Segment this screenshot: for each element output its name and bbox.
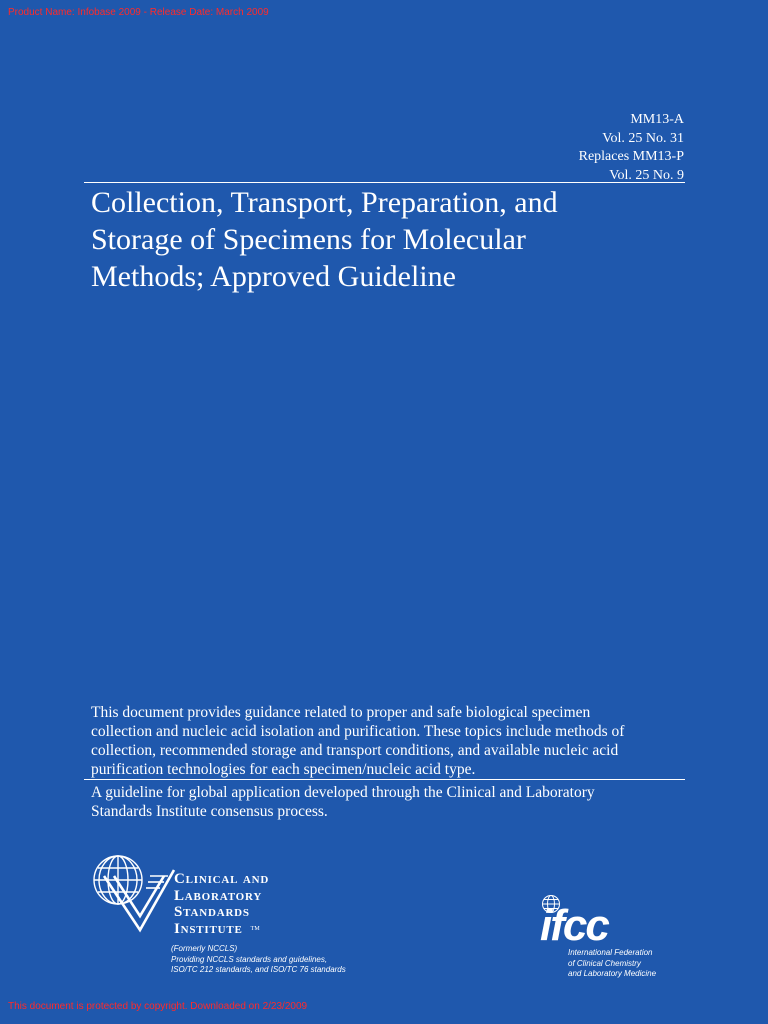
title-line-3: Methods; Approved Guideline <box>91 260 456 293</box>
title-line-2: Storage of Specimens for Molecular <box>91 223 526 256</box>
description-line-1: This document provides guidance related to proper and safe biological specimen <box>91 704 591 721</box>
top-divider <box>84 182 685 183</box>
middle-divider <box>84 779 685 780</box>
clsi-name-line-1: Clinical and <box>174 871 270 887</box>
clsi-tagline-line-2: Providing NCCLS standards and guidelines, <box>171 954 328 964</box>
clsi-name <box>174 871 269 937</box>
clsi-emblem-icon <box>90 852 176 934</box>
consensus-paragraph <box>91 783 691 821</box>
trademark-mark: TM <box>250 925 260 932</box>
consensus-line-2: Standards Institute consensus process. <box>91 803 328 820</box>
ifcc-tagline-line-3: and Laboratory Medicine <box>568 969 657 978</box>
clsi-name-institute: Institute <box>174 920 243 937</box>
code-line-2: Vol. 25 No. 31 <box>602 130 684 146</box>
description-line-4: purification technologies for each specimen/nucleic acid type. <box>91 761 476 778</box>
watermark-top: Product Name: Infobase 2009 - Release Date: March 2009 <box>8 7 269 18</box>
description-paragraph <box>91 703 691 779</box>
ifcc-tagline <box>568 948 656 980</box>
consensus-line-1: A guideline for global application developed through the Clinical and Laboratory <box>91 784 595 801</box>
watermark-bottom: This document is protected by copyright. Downloaded on 2/23/2009 <box>8 1001 308 1012</box>
clsi-name-line-3: Standards <box>174 904 250 920</box>
clsi-name-line-4 <box>174 921 269 938</box>
clsi-name-line-2: Laboratory <box>174 887 263 904</box>
clsi-tagline <box>171 944 346 976</box>
ifcc-tagline-line-2: of Clinical Chemistry <box>568 958 641 968</box>
clsi-tagline-line-3: ISO/TC 212 standards, and ISO/TC 76 standards <box>171 965 346 974</box>
description-line-3: collection, recommended storage and transport conditions, and available nucleic acid <box>91 742 619 759</box>
code-line-1: MM13-A <box>630 112 684 127</box>
document-codes <box>579 111 684 185</box>
description-line-2: collection and nucleic acid isolation and purification. These topics include methods of <box>91 723 625 740</box>
code-line-4: Vol. 25 No. 9 <box>609 167 684 183</box>
ifcc-logo-word: ifcc <box>540 901 608 950</box>
code-line-3: Replaces MM13-P <box>578 149 684 164</box>
ifcc-tagline-line-1: International Federation <box>568 948 653 957</box>
clsi-tagline-line-1: (Formerly NCCLS) <box>171 944 238 953</box>
title-line-1: Collection, Transport, Preparation, and <box>91 186 558 219</box>
document-title <box>91 184 691 295</box>
